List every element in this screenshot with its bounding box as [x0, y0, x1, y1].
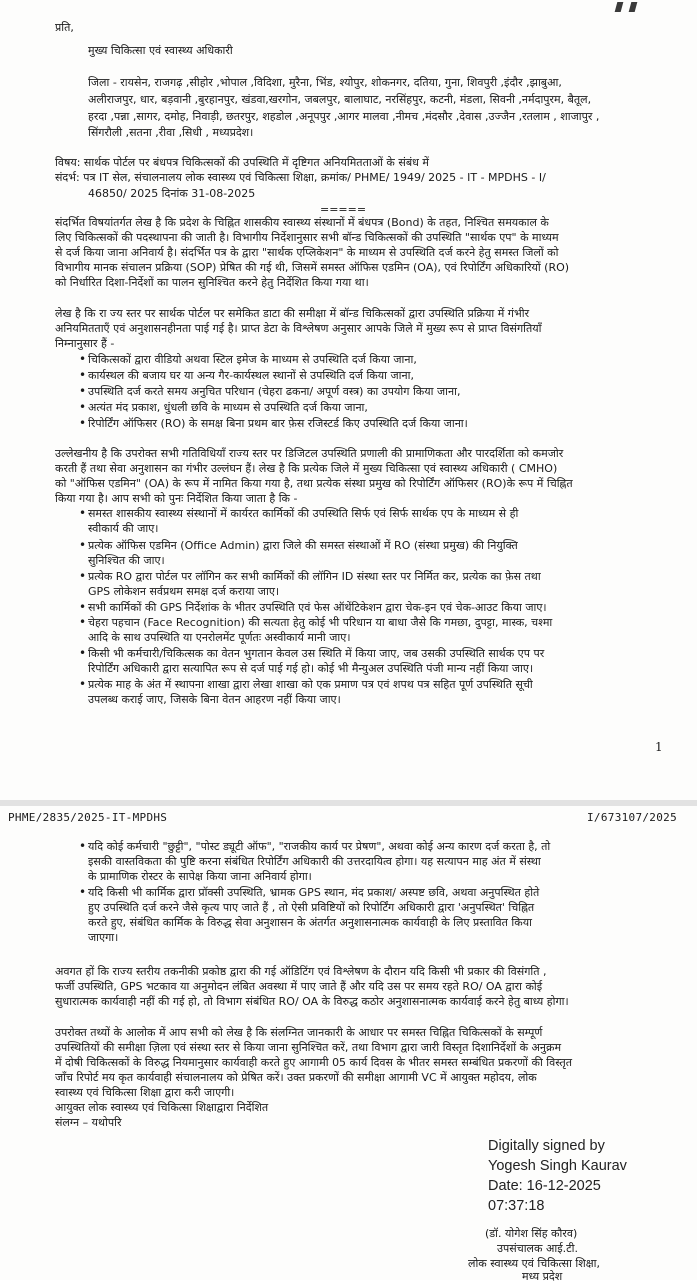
para4-line: फर्जी उपस्थिति, GPS भटकाव या अनुमोदन लंबित अवस्था में पाए जाते हैं और यदि उस पर समय रहते RO/ OA द्वारा कोई [55, 980, 543, 993]
directive-item: सभी कार्मिकों की GPS निर्देशांक के भीतर उपस्थिति एवं फेस ऑथेंटिकेशन द्वारा चेक-इन एवं चेक-आउट किया जाए। [88, 601, 547, 614]
para5-line: जाँच रिपोर्ट मय कृत कार्यवाही संचालनालय को प्रेषित करें। उक्त प्रकरणों की समीक्षा आगामी VC में आयुक्त महोदय, लोक [55, 1071, 537, 1084]
anomaly-item: अत्यंत मंद प्रकाश, धुंधली छवि के माध्यम से उपस्थिति दर्ज किया जाना, [88, 401, 368, 414]
para1-line: को निर्धारित दिशा-निर्देशों का पालन सुनिश्चित करने हेतु निर्देशित किया गया था। [55, 276, 369, 289]
directive-item: यदि कोई कर्मचारी "छुट्टी", "पोस्ट ड्यूटी ऑफ", "राजकीय कार्य पर प्रेषण", अथवा कोई अन्य कारण दर्ज करता है, तो [88, 840, 551, 853]
district-line: अलीराजपुर, धार, बड़वानी ,बुरहानपुर, खंडवा,खरगोन, जबलपुर, बालाघाट, नरसिंहपुर, कटनी, मंडला, सिवनी ,नर्मदापुरम, बैतूल, [88, 93, 592, 106]
directive-item-cont: इसकी वास्तविकता की पुष्टि करना संबंधित रिपोर्टिंग अधिकारी की उत्तरदायित्व होगा। यह सत्यापन माह अंत में संस्था [88, 855, 541, 868]
separator-equals: ===== [320, 203, 367, 216]
anomaly-item: कार्यस्थल की बजाय घर या अन्य गैर-कार्यस्थल स्थानों से उपस्थिति दर्ज किया जाना, [88, 369, 414, 382]
directive-item-cont: के प्रामाणिक रोस्टर के सापेक्ष किया जाना अनिवार्य होगा। [88, 870, 312, 883]
para1-line: लिए चिकित्सकों की पदस्थापना की जाती है। विभागीय निर्देशानुसार सभी बॉन्ड चिकित्सकों की उपस्थिति "सार्थक एप" के माध्यम [55, 231, 559, 244]
directive-item: प्रत्येक माह के अंत में स्थापना शाखा द्वारा लेखा शाखा को एक प्रमाण पत्र एवं शपथ पत्र सहित पूर्ण उपस्थिति सूची [88, 678, 533, 691]
salutation-prati: प्रति, [55, 21, 74, 34]
directive-item-cont: उपलब्ध कराई जाए, जिसके बिना वेतन आहरण नहीं किया जाए। [88, 693, 341, 706]
directive-item-cont: आदि के साथ उपस्थिति या एनरोलमेंट पूर्णतः अस्वीकार्य मानी जाए। [88, 631, 351, 644]
bullet-dot: • [79, 677, 87, 691]
signatory-department: लोक स्वास्थ्य एवं चिकित्सा शिक्षा, [468, 1257, 600, 1270]
para2-line: अनियमितताएँ एवं अनुशासनहीनता पाई गई है। प्राप्त डेटा के विश्लेषण अनुसार आपके जिले में मुख्य रूप से प्राप्त विसंगतियाँ [55, 322, 542, 335]
para3-line: किया गया है। आप सभी को पुनः निर्देशित किया जाता है कि - [55, 492, 298, 505]
document-ref-left: PHME/2835/2025-IT-MPDHS [8, 811, 168, 824]
para2-line: लेख है कि रा ज्य स्तर पर सार्थक पोर्टल पर समेकित डाटा की समीक्षा में बॉन्ड चिकित्सकों द्वारा उपस्थिति प्रक्रिया में गंभीर [55, 307, 530, 320]
para3-line: को "ऑफिस एडमिन" (OA) के रूप में नामित किया गया है, तथा प्रत्येक संस्था प्रमुख को रिपोर्टिंग ऑफिसर (RO)के रूप में चिह्नित [55, 477, 573, 490]
para3-line: उल्लेखनीय है कि उपरोक्त सभी गतिविधियाँ राज्य स्तर पर डिजिटल उपस्थिति प्रणाली की प्रामाणिकता और पारदर्शिता को कमजोर [55, 447, 564, 460]
directive-item: यदि किसी भी कार्मिक द्वारा प्रॉक्सी उपस्थिति, भ्रामक GPS स्थान, मंद प्रकाश/ अस्पष्ट छवि, अथवा अनुपस्थित होते [88, 886, 540, 899]
bullet-dot: • [79, 368, 87, 382]
directive-item-cont: सुनिश्चित की जाए। [88, 554, 165, 567]
directive-item: प्रत्येक RO द्वारा पोर्टल पर लॉगिन कर सभी कार्मिकों की लॉगिन ID संस्था स्तर पर निर्मित कर, प्रत्येक का फ़ेस तथा [88, 570, 541, 583]
district-line: सिंगरौली ,सतना ,रीवा ,सिधी , मध्यप्रदेश। [88, 126, 254, 139]
bullet-dot: • [79, 416, 87, 430]
signatory-name: (डॉ. योगेश सिंह कौरव) [485, 1227, 578, 1240]
para4-line: अवगत हों कि राज्य स्तरीय तकनीकी प्रकोष्ठ द्वारा की गई ऑडिटिंग एवं विश्लेषण के दौरान यदि किसी भी प्रकार की विसंगति , [55, 965, 547, 978]
closing-line: आयुक्त लोक स्वास्थ्य एवं चिकित्सा शिक्षाद्वारा निर्देशित [55, 1101, 269, 1114]
anomaly-item: रिपोर्टिंग ऑफिसर (RO) के समक्ष बिना प्रथम बार फ़ेस रजिस्टर्ड किए उपस्थिति दर्ज किया जाना। [88, 417, 468, 430]
bullet-dot: • [79, 538, 87, 552]
bullet-dot: • [79, 839, 87, 853]
directive-item-cont: रिपोर्टिंग अधिकारी द्वारा सत्यापित रूप से दर्ज पाई गई हो। कोई भी मैन्युअल उपस्थिति पंजी मान्य नहीं किया जाए। [88, 662, 534, 675]
directive-item-cont: करते हुए, संबंधित कार्मिक के विरुद्ध सेवा अनुशासन के अंतर्गत अनुशासनात्मक कार्यवाही के लिए प्रस्तावित किया [88, 916, 532, 929]
directive-item-cont: जाएगा। [88, 931, 119, 944]
para2-line: निम्नानुसार हैं - [55, 337, 115, 350]
letter-page-2 [0, 806, 697, 1283]
reference-line: 46850/ 2025 दिनांक 31-08-2025 [88, 187, 256, 200]
para1-line: विभागीय मानक संचालन प्रक्रिया (SOP) प्रेषित की गई थी, जिसमें समस्त ऑफिस एडमिन (OA), एवं रिपोर्टिंग अधिकारियों (RO) [55, 261, 570, 274]
directive-item-cont: हुए उपस्थिति दर्ज करने जैसे कृत्य पाए जाते हैं , तो ऐसी प्रविष्टियों को रिपोर्टिंग अधिकारी द्वारा 'अनुपस्थित' चिह्नित [88, 901, 535, 914]
para3-line: करती हैं तथा सेवा अनुशासन का गंभीर उल्लंघन हैं। लेख है कि प्रत्येक जिले में मुख्य चिकित्सा एवं स्वास्थ्य अधिकारी ( CMHO) [55, 462, 558, 475]
bullet-dot: • [79, 400, 87, 414]
para1-line: से दर्ज किया जाना अनिवार्य है। संदर्भित पत्र के द्वारा "सार्थक एप्लिकेशन" के माध्यम से उपस्थिति दर्ज करने हेतु समस्त जिलों को [55, 246, 559, 259]
directive-item: समस्त शासकीय स्वास्थ्य संस्थानों में कार्यरत कार्मिकों की उपस्थिति सिर्फ एवं सिर्फ सार्थक एप के माध्यम से ही [88, 507, 519, 520]
para5-line: उपरोक्त तथ्यों के आलोक में आप सभी को लेख है कि संलग्नित जानकारी के आधार पर समस्त चिह्नित चिकित्सकों के सम्पूर्ण [55, 1026, 543, 1039]
bullet-dot: • [79, 569, 87, 583]
subject-line: विषय: सार्थक पोर्टल पर बंधपत्र चिकित्सकों की उपस्थिति में दृष्टिगत अनियमितताओं के संबंध में [55, 156, 429, 169]
directive-item-cont: GPS लोकेशन सर्वप्रथम समक्ष दर्ज कराया जाए। [88, 585, 280, 598]
document-ref-right: I/673107/2025 [587, 811, 677, 824]
bullet-dot: • [79, 615, 87, 629]
directive-item-cont: स्वीकार्य की जाए। [88, 522, 159, 535]
digital-signature-time: 07:37:18 [488, 1198, 545, 1214]
bullet-dot: • [79, 646, 87, 660]
bullet-dot: • [79, 384, 87, 398]
digital-signature-name: Yogesh Singh Kaurav [488, 1158, 627, 1174]
anomaly-item: चिकित्सकों द्वारा वीडियो अथवा स्टिल इमेज के माध्यम से उपस्थिति दर्ज किया जाना, [88, 353, 417, 366]
signatory-designation: उपसंचालक आई.टी. [497, 1242, 578, 1255]
directive-item: किसी भी कर्मचारी/चिकित्सक का वेतन भुगतान केवल उस स्थिति में किया जाए, जब उसकी उपस्थिति सार्थक एप पर [88, 647, 545, 660]
anomaly-item: उपस्थिति दर्ज करते समय अनुचित परिधान (चेहरा ढकना/ अपूर्ण वस्त्र) का उपयोग किया जाना, [88, 385, 461, 398]
directive-item: चेहरा पहचान (Face Recognition) की सत्यता हेतु कोई भी परिधान या बाधा जैसे कि गमछा, दुपट्टा, मास्क, चश्मा [88, 616, 553, 629]
para5-line: उपस्थितियों की समीक्षा ज़िला एवं संस्था स्तर से किया जाना सुनिश्चित करें, तथा विभाग द्वारा जारी विस्तृत दिशानिर्देशों के अनुक्रम [55, 1041, 562, 1054]
bullet-dot: • [79, 600, 87, 614]
directive-item: प्रत्येक ऑफिस एडमिन (Office Admin) द्वारा जिले की समस्त संस्थाओं में RO (संस्था प्रमुख) की नियुक्ति [88, 539, 518, 552]
para1-line: संदर्भित विषयांतर्गत लेख है कि प्रदेश के चिह्नित शासकीय स्वास्थ्य संस्थानों में बंधपत्र (Bond) के तहत, निश्चित समयकाल के [55, 216, 549, 229]
enclosure-line: संलग्न – यथोपरि [55, 1116, 122, 1129]
district-line: हरदा ,पन्ना ,सागर, दमोह, निवाड़ी, छतरपुर, शहडोल ,अनूपपुर ,आगर मालवा ,नीमच ,मंदसौर ,देवास ,उज्जैन ,रतलाम , शाजापुर , [88, 110, 600, 123]
scan-mark [629, 2, 638, 12]
bullet-dot: • [79, 352, 87, 366]
page-number: 1 [655, 740, 663, 754]
para4-line: सुधारात्मक कार्यवाही नहीं की गई हो, तो विभाग संबंधित RO/ OA के विरुद्ध कठोर अनुशासनात्मक कार्यवाई करने हेतु बाध्य होगा। [55, 995, 569, 1008]
para5-line: स्वास्थ्य एवं चिकित्सा शिक्षा द्वारा करी जाएगी। [55, 1086, 235, 1099]
bullet-dot: • [79, 885, 87, 899]
bullet-dot: • [79, 506, 87, 520]
recipient-title: मुख्य चिकित्सा एवं स्वास्थ्य अधिकारी [88, 44, 233, 57]
para5-line: में दोषी चिकित्सकों के विरुद्ध नियमानुसार कार्यवाही करते हुए आगामी 05 कार्य दिवस के भीतर समस्त सम्बंधित प्रकरणों की विस्तृत [55, 1056, 573, 1069]
digital-signature-date: Date: 16-12-2025 [488, 1178, 601, 1194]
reference-line: संदर्भ: पत्र IT सेल, संचालनालय लोक स्वास्थ्य एवं चिकित्सा शिक्षा, क्रमांक/ PHME/ 1949/ 2025 - IT - MPDHS - I/ [55, 171, 546, 184]
district-line: जिला - रायसेन, राजगढ़ ,सीहोर ,भोपाल ,विदिशा, मुरैना, भिंड, श्योपुर, शोकनगर, दतिया, गुना, शिवपुरी ,इंदौर ,झाबुआ, [88, 76, 562, 89]
digital-signature-line: Digitally signed by [488, 1138, 605, 1154]
signatory-state: मध्य प्रदेश [522, 1270, 563, 1283]
scan-mark [615, 2, 624, 12]
